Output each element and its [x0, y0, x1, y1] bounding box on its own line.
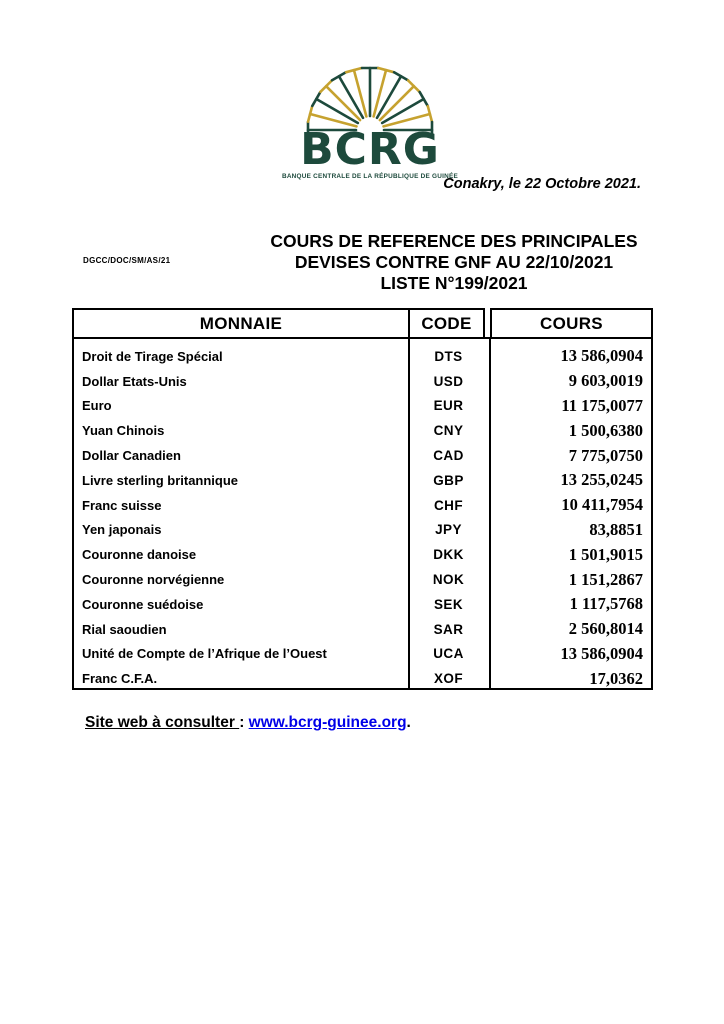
table-row	[74, 642, 651, 667]
table-row	[74, 518, 651, 543]
code-cell: GBP	[433, 472, 464, 488]
logo-rays-icon	[288, 44, 452, 136]
rates-table-body	[72, 337, 653, 690]
code-cell: XOF	[434, 671, 463, 687]
code-cell: UCA	[433, 646, 464, 662]
website-link[interactable]: www.bcrg-guinee.org	[248, 714, 407, 731]
table-row	[74, 394, 651, 419]
title-line-1: COURS DE REFERENCE DES PRINCIPALES	[270, 231, 638, 251]
logo-acronym: BCRG	[300, 124, 440, 175]
document-title	[253, 231, 655, 294]
table-row	[74, 542, 651, 567]
table-row	[74, 493, 651, 518]
table-row	[74, 468, 651, 493]
cours-cell: 13 586,0904	[560, 346, 643, 366]
table-row	[74, 418, 651, 443]
cours-cell: 13 255,0245	[560, 470, 643, 490]
cours-cell: 2 560,8014	[568, 619, 643, 639]
cours-cell: 1 500,6380	[568, 420, 643, 440]
table-row	[74, 617, 651, 642]
code-cell: CAD	[433, 448, 464, 464]
monnaie-cell: Livre sterling britannique	[82, 472, 239, 488]
code-cell: JPY	[435, 522, 462, 538]
cours-cell: 17,0362	[589, 668, 643, 688]
cours-cell: 13 586,0904	[560, 643, 643, 663]
bcrg-logo	[277, 44, 463, 180]
monnaie-cell: Franc C.F.A.	[82, 671, 158, 687]
table-row	[74, 592, 651, 617]
footer-label: Site web à consulter	[85, 714, 240, 731]
cours-cell: 83,8851	[589, 519, 643, 539]
footer-separator: :	[239, 714, 249, 731]
code-cell: DTS	[434, 348, 463, 364]
monnaie-cell: Dollar Etats-Unis	[82, 373, 187, 389]
table-row	[74, 567, 651, 592]
footer-period: .	[406, 714, 411, 731]
monnaie-cell: Yuan Chinois	[82, 423, 165, 439]
header-monnaie: MONNAIE	[72, 308, 410, 339]
table-row	[74, 369, 651, 394]
cours-cell: 9 603,0019	[568, 371, 643, 391]
rates-rows	[74, 339, 651, 688]
code-cell: CHF	[434, 497, 463, 513]
title-line-2: DEVISES CONTRE GNF AU 22/10/2021	[294, 252, 614, 272]
logo-subtitle: BANQUE CENTRALE DE LA RÉPUBLIQUE DE GUINÉE	[281, 173, 459, 180]
code-cell: CNY	[433, 423, 464, 439]
reference-code: DGCC/DOC/SM/AS/21	[83, 256, 171, 265]
code-cell: SAR	[433, 621, 464, 637]
cours-cell: 10 411,7954	[561, 495, 643, 515]
code-cell: USD	[433, 373, 464, 389]
code-cell: EUR	[433, 398, 464, 414]
monnaie-cell: Yen japonais	[82, 522, 162, 538]
cours-cell: 1 151,2867	[568, 569, 643, 589]
cours-cell: 1 117,5768	[569, 594, 643, 614]
code-cell: NOK	[432, 572, 465, 588]
footer-site-line	[85, 714, 411, 732]
monnaie-cell: Euro	[82, 398, 112, 414]
title-line-3: LISTE N°199/2021	[380, 273, 528, 293]
monnaie-cell: Couronne norvégienne	[82, 572, 225, 588]
monnaie-cell: Rial saoudien	[82, 621, 167, 637]
cours-cell: 11 175,0077	[561, 395, 643, 415]
code-cell: SEK	[434, 596, 463, 612]
monnaie-cell: Dollar Canadien	[82, 448, 181, 464]
monnaie-cell: Unité de Compte de l’Afrique de l’Ouest	[82, 646, 327, 662]
monnaie-cell: Droit de Tirage Spécial	[82, 348, 223, 364]
code-cell: DKK	[433, 547, 464, 563]
table-row	[74, 666, 651, 691]
header-cours: COURS	[490, 308, 653, 339]
monnaie-cell: Franc suisse	[82, 497, 162, 513]
table-row	[74, 443, 651, 468]
monnaie-cell: Couronne suédoise	[82, 596, 204, 612]
table-row	[74, 344, 651, 369]
monnaie-cell: Couronne danoise	[82, 547, 197, 563]
cours-cell: 1 501,9015	[568, 544, 643, 564]
header-code: CODE	[408, 308, 485, 339]
cours-cell: 7 775,0750	[568, 445, 643, 465]
dateline: Conakry, le 22 Octobre 2021.	[443, 176, 641, 192]
